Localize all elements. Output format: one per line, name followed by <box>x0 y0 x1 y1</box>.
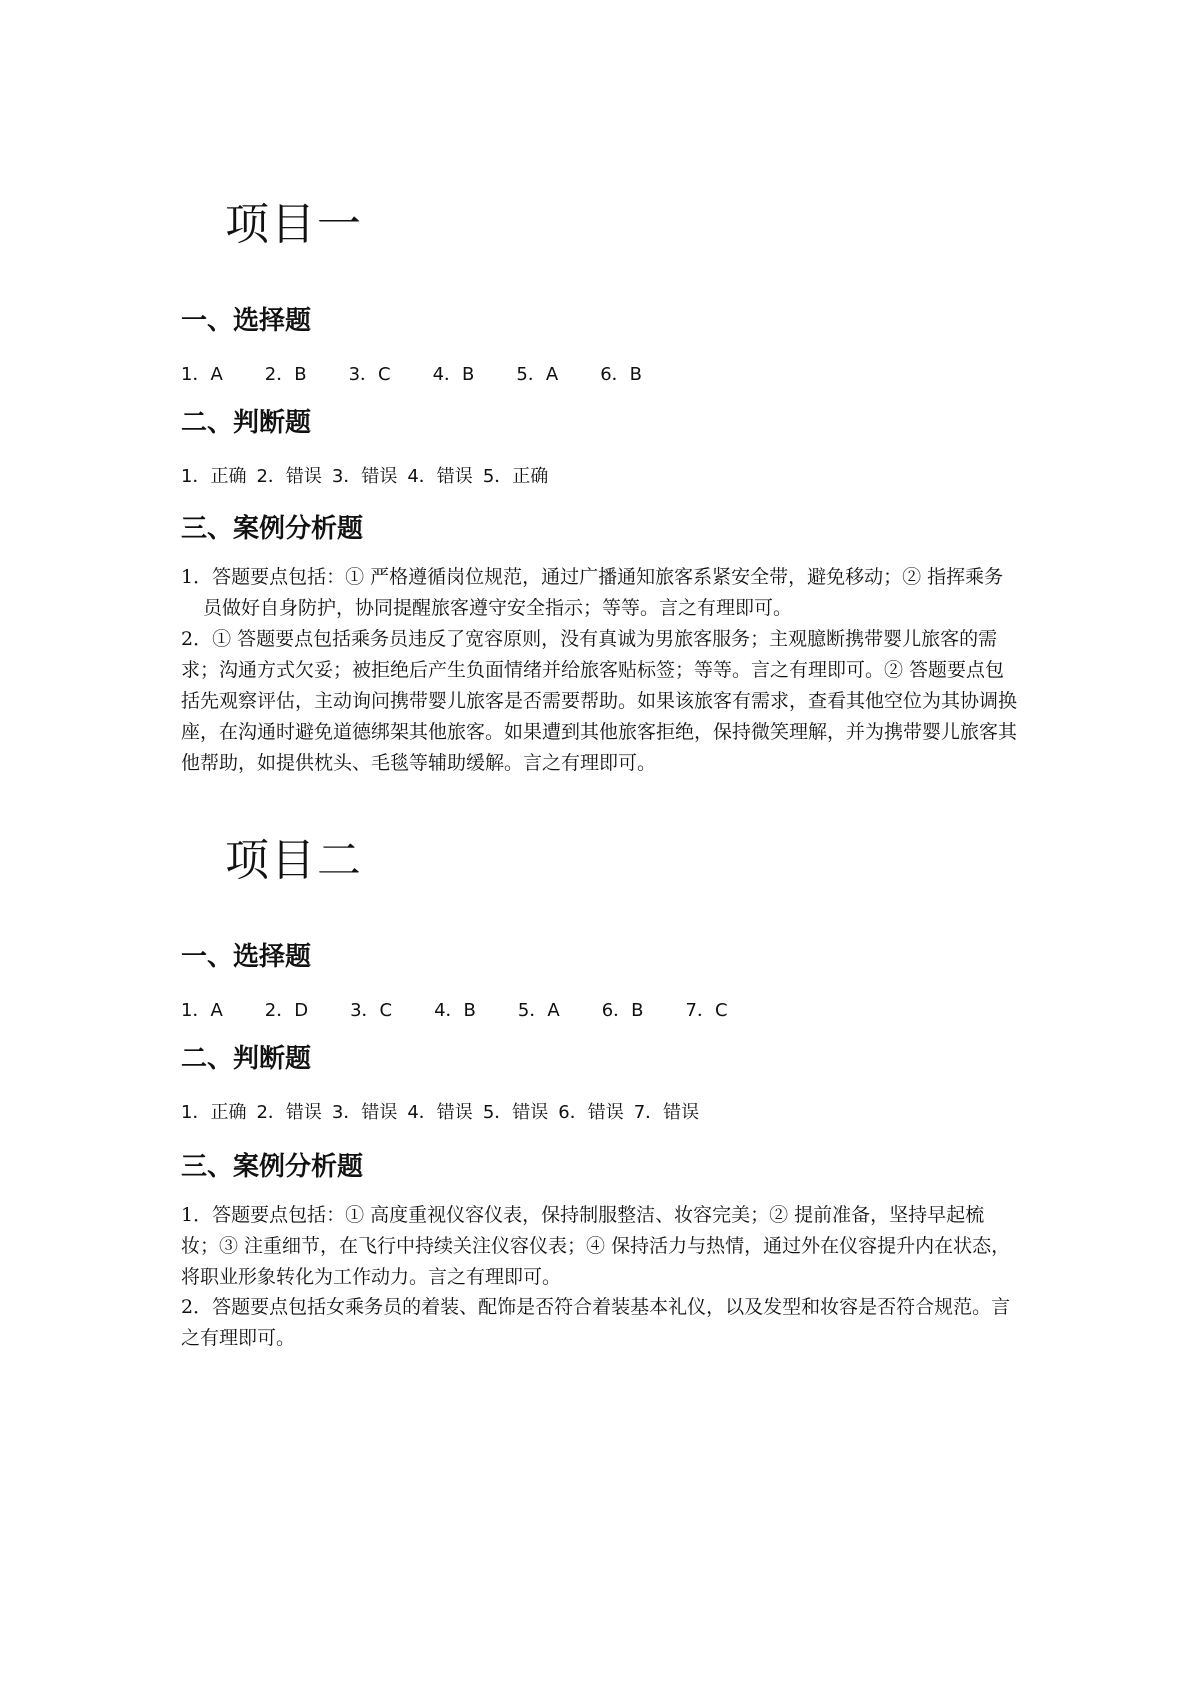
choice-answer: 5．A <box>516 364 559 385</box>
project-two-choice-heading: 一、选择题 <box>181 942 312 972</box>
judge-answer: 1．正确 <box>181 1102 247 1123</box>
project-two-case-paragraph-1: 1．答题要点包括：① 高度重视仪容仪表，保持制服整洁、妆容完美；② 提前准备，坚持早起梳妆；③ 注重细节，在飞行中持续关注仪容仪表；④ 保持活力与热情，通过外在仪容提升内在状态，将职业形象转化为工作动力。言之有理即可。 <box>181 1204 1011 1288</box>
project-one-case-paragraph-2: 2．① 答题要点包括乘务员违反了宽容原则，没有真诚为男旅客服务；主观臆断携带婴儿旅客的需求；沟通方式欠妥；被拒绝后产生负面情绪并给旅客贴标签；等等。言之有理即可。② 答题要点包括先观察评估，主动询问携带婴儿旅客是否需要帮助。如果该旅客有需求，查看其他空位为其协调换座，在沟通时避免道德绑架其他旅客。如果遭到其他旅客拒绝，保持微笑理解，并为携带婴儿旅客其他帮助，如提供枕头、毛毯等辅助缓解。言之有理即可。 <box>181 628 1018 774</box>
choice-answer: 6．B <box>600 364 642 385</box>
judge-answer: 4．错误 <box>407 466 473 487</box>
judge-answer: 5．正确 <box>482 466 549 487</box>
judge-answer: 2．错误 <box>256 1102 322 1123</box>
choice-answer: 1．A <box>181 364 223 385</box>
choice-answer: 2．D <box>264 1000 309 1021</box>
judge-answer: 7．错误 <box>633 1102 700 1123</box>
choice-answer: 5．A <box>517 1000 560 1021</box>
project-two-case-heading: 三、案例分析题 <box>181 1152 364 1182</box>
project-one-judge-heading: 二、判断题 <box>181 408 312 438</box>
project-one-case-paragraph-1: 1．答题要点包括：① 严格遵循岗位规范，通过广播通知旅客系紧安全带，避免移动；② 指挥乘务员做好自身防护，协同提醒旅客遵守安全指示；等等。言之有理即可。 <box>181 566 1004 619</box>
choice-answer: 4．B <box>432 364 475 385</box>
project-one-title: 项目一 <box>225 199 363 250</box>
judge-answer: 6．错误 <box>558 1102 624 1123</box>
project-two-judge-answers <box>181 1098 709 1124</box>
choice-answer: 3．C <box>350 1000 393 1021</box>
judge-answer: 4．错误 <box>407 1102 473 1123</box>
project-one-choice-heading: 一、选择题 <box>181 306 312 336</box>
choice-answer: 6．B <box>601 1000 644 1021</box>
choice-answer: 2．B <box>264 364 307 385</box>
choice-answer: 4．B <box>434 1000 476 1021</box>
judge-answer: 5．错误 <box>482 1102 549 1123</box>
choice-answer: 7．C <box>685 1000 728 1021</box>
project-one-case-heading: 三、案例分析题 <box>181 514 364 544</box>
project-two-case-paragraph-2: 2．答题要点包括女乘务员的着装、配饰是否符合着装基本礼仪，以及发型和妆容是否符合规范。言之有理即可。 <box>181 1296 1011 1349</box>
judge-answer: 3．错误 <box>331 466 398 487</box>
judge-answer: 1．正确 <box>181 466 247 487</box>
project-two-title: 项目二 <box>225 835 363 886</box>
judge-answer: 2．错误 <box>256 466 322 487</box>
judge-answer: 3．错误 <box>331 1102 398 1123</box>
choice-answer: 3．C <box>348 364 391 385</box>
choice-answer: 1．A <box>181 1000 223 1021</box>
project-two-choice-answers <box>181 996 770 1022</box>
project-two-judge-heading: 二、判断题 <box>181 1044 312 1074</box>
project-one-choice-answers <box>181 360 684 386</box>
project-one-judge-answers <box>181 462 558 488</box>
